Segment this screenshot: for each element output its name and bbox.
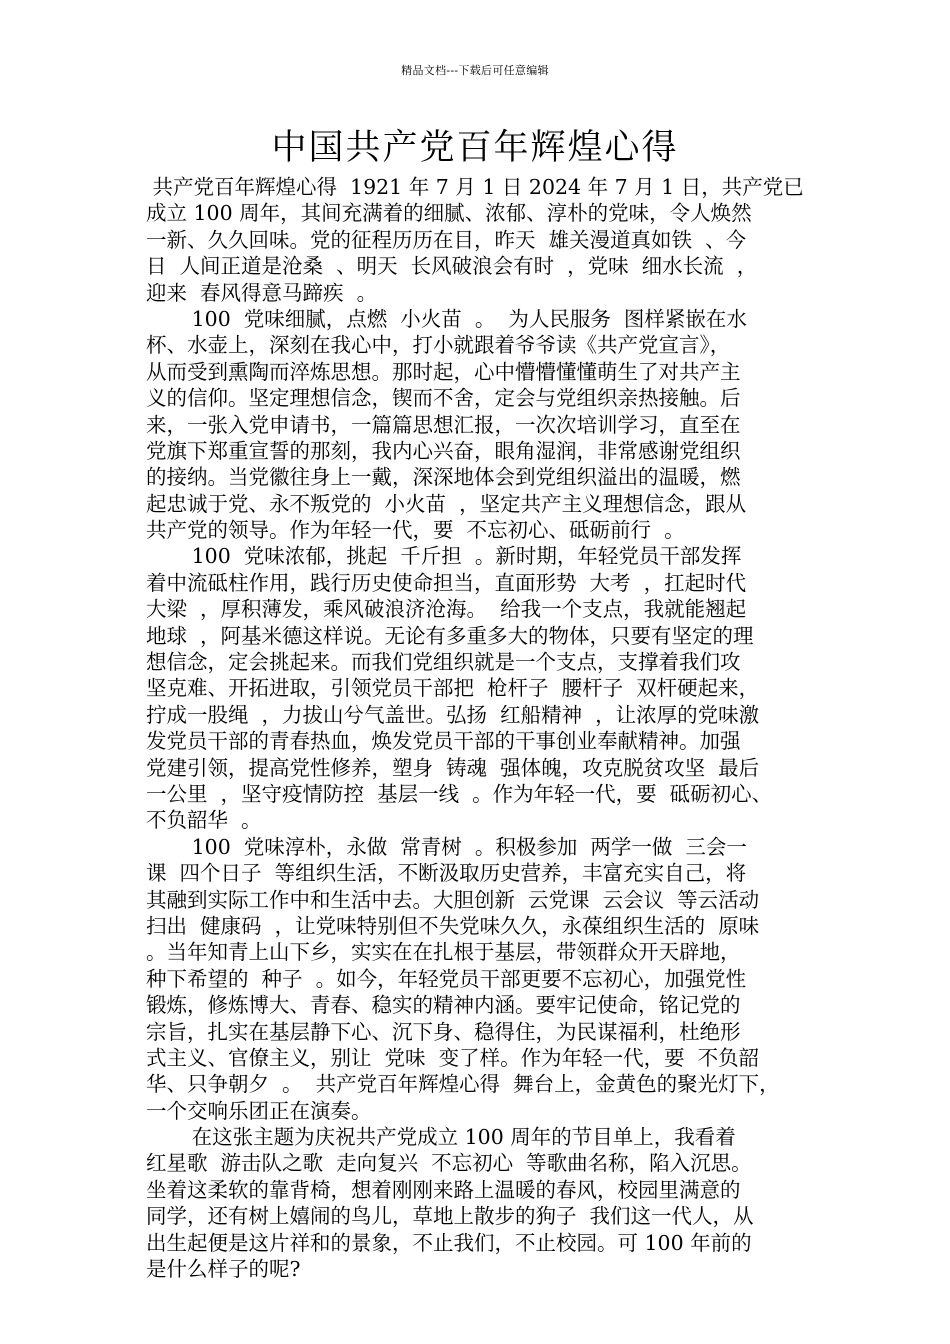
document-body bbox=[146, 174, 818, 1282]
page-header: 精品文档---下载后可任意编辑 bbox=[401, 64, 549, 77]
body-line: 不负韶华 。 bbox=[146, 808, 262, 833]
body-line: 迎来 春风得意马蹄疾 。 bbox=[146, 280, 378, 305]
body-line: 一公里 ，坚守疫情防控 基层一线 。作为年轻一代，要 砥砺初心、 bbox=[146, 781, 773, 806]
document-title: 中国共产党百年辉煌心得 bbox=[271, 128, 679, 168]
body-line: 共产党百年辉煌心得 1921 年 7 月 1 日 2024 年 7 月 1 日，共产党已 bbox=[146, 175, 804, 199]
body-line: 其融到实际工作中和生活中去。大胆创新 云党课 云会议 等云活动 bbox=[146, 887, 760, 912]
body-line: 出生起便是这片祥和的景象，不止我们，不止校园。可 100 年前的 bbox=[146, 1230, 752, 1255]
body-line: 种下希望的 种子 。如今，年轻党员干部更要不忘初心，加强党性 bbox=[146, 966, 747, 991]
body-line: 坐着这柔软的靠背椅，想着刚刚来路上温暖的春风，校园里满意的 bbox=[146, 1177, 741, 1202]
body-line: 在这张主题为庆祝共产党成立 100 周年的节目单上，我看着 bbox=[146, 1125, 736, 1150]
body-line: 地球 ，阿基米德这样说。无论有多重多大的物体，只要有坚定的理 bbox=[146, 623, 754, 648]
body-line: 是什么样子的呢? bbox=[146, 1257, 301, 1282]
body-line: 发党员干部的青春热血，焕发党员干部的干事创业奉献精神。加强 bbox=[146, 729, 741, 754]
body-line: 日 人间正道是沧桑 、明天 长风破浪会有时 ，党味 细水长流 ， bbox=[146, 254, 758, 279]
body-line: 宗旨，扎实在基层静下心、沉下身、稳得住，为民谋福利，杜绝形 bbox=[146, 1019, 741, 1044]
body-line: 着中流砥柱作用，践行历史使命担当，直面形势 大考 ，扛起时代 bbox=[146, 570, 747, 595]
body-line: 红星歌 游击队之歌 走向复兴 不忘初心 等歌曲名称，陷入沉思。 bbox=[146, 1151, 752, 1176]
body-line: 华、只争朝夕 。 共产党百年辉煌心得 舞台上，金黄色的聚光灯下， bbox=[146, 1072, 780, 1097]
body-line: 大梁 ，厚积薄发，乘风破浪济沧海。 给我一个支点，我就能翘起 bbox=[146, 597, 747, 622]
body-line: 从而受到熏陶而淬炼思想。那时起，心中懵懵懂懂萌生了对共产主 bbox=[146, 359, 741, 384]
body-line: 党旗下郑重宣誓的那刻，我内心兴奋，眼角湿润，非常感谢党组织 bbox=[146, 438, 741, 463]
body-line: 锻炼，修炼博大、青春、稳实的精神内涵。要牢记使命，铭记党的 bbox=[146, 993, 741, 1018]
body-line: 100 党味细腻，点燃 小火苗 。 为人民服务 图样紧嵌在水 bbox=[146, 306, 747, 331]
body-line: 想信念，定会挑起来。而我们党组织就是一个支点，支撑着我们攻 bbox=[146, 650, 741, 675]
body-line: 课 四个日子 等组织生活，不断汲取历史营养，丰富充实自己，将 bbox=[146, 861, 747, 886]
body-line: 杯、水壶上，深刻在我心中，打小就跟着爷爷读《共产党宣言》， bbox=[146, 333, 731, 358]
body-line: 共产党的领导。作为年轻一代，要 不忘初心、砥砺前行 。 bbox=[146, 518, 685, 543]
body-line: 100 党味淳朴，永做 常青树 。积极参加 两学一做 三会一 bbox=[146, 834, 747, 859]
body-line: 义的信仰。坚定理想信念，锲而不舍，定会与党组织亲热接触。后 bbox=[146, 386, 741, 411]
body-line: 来，一张入党申请书，一篇篇思想汇报，一次次培训学习，直至在 bbox=[146, 412, 741, 437]
body-line: 坚克难、开拓进取，引领党员干部把 枪杆子 腰杆子 双杆硬起来， bbox=[146, 676, 760, 701]
body-line: 100 党味浓郁，挑起 千斤担 。新时期，年轻党员干部发挥 bbox=[146, 544, 742, 569]
body-line: 。当年知青上山下乡，实实在在扎根于基层，带领群众开天辟地， bbox=[146, 940, 741, 965]
body-line: 式主义、官僚主义，别让 党味 变了样。作为年轻一代，要 不负韶 bbox=[146, 1045, 760, 1070]
body-line: 同学，还有树上嬉闹的鸟儿，草地上散步的狗子 我们这一代人，从 bbox=[146, 1204, 754, 1229]
body-line: 拧成一股绳 ，力拔山兮气盖世。弘扬 红船精神 ，让浓厚的党味激 bbox=[146, 702, 760, 727]
body-line: 的接纳。当党徽往身上一戴，深深地体会到党组织溢出的温暖，燃 bbox=[146, 465, 741, 490]
body-line: 党建引领，提高党性修养，塑身 铸魂 强体魄，攻克脱贫攻坚 最后 bbox=[146, 755, 760, 780]
body-line: 起忠诚于党、永不叛党的 小火苗 ，坚定共产主义理想信念，跟从 bbox=[146, 491, 747, 516]
body-line: 一个交响乐团正在演奏。 bbox=[146, 1098, 372, 1123]
body-line: 扫出 健康码 ，让党味特别但不失党味久久，永葆组织生活的 原味 bbox=[146, 913, 760, 938]
body-line: 一新、久久回味。党的征程历历在目，昨天 雄关漫道真如铁 、今 bbox=[146, 227, 747, 252]
body-line: 成立 100 周年，其间充满着的细腻、浓郁、淳朴的党味，令人焕然 bbox=[146, 201, 752, 226]
